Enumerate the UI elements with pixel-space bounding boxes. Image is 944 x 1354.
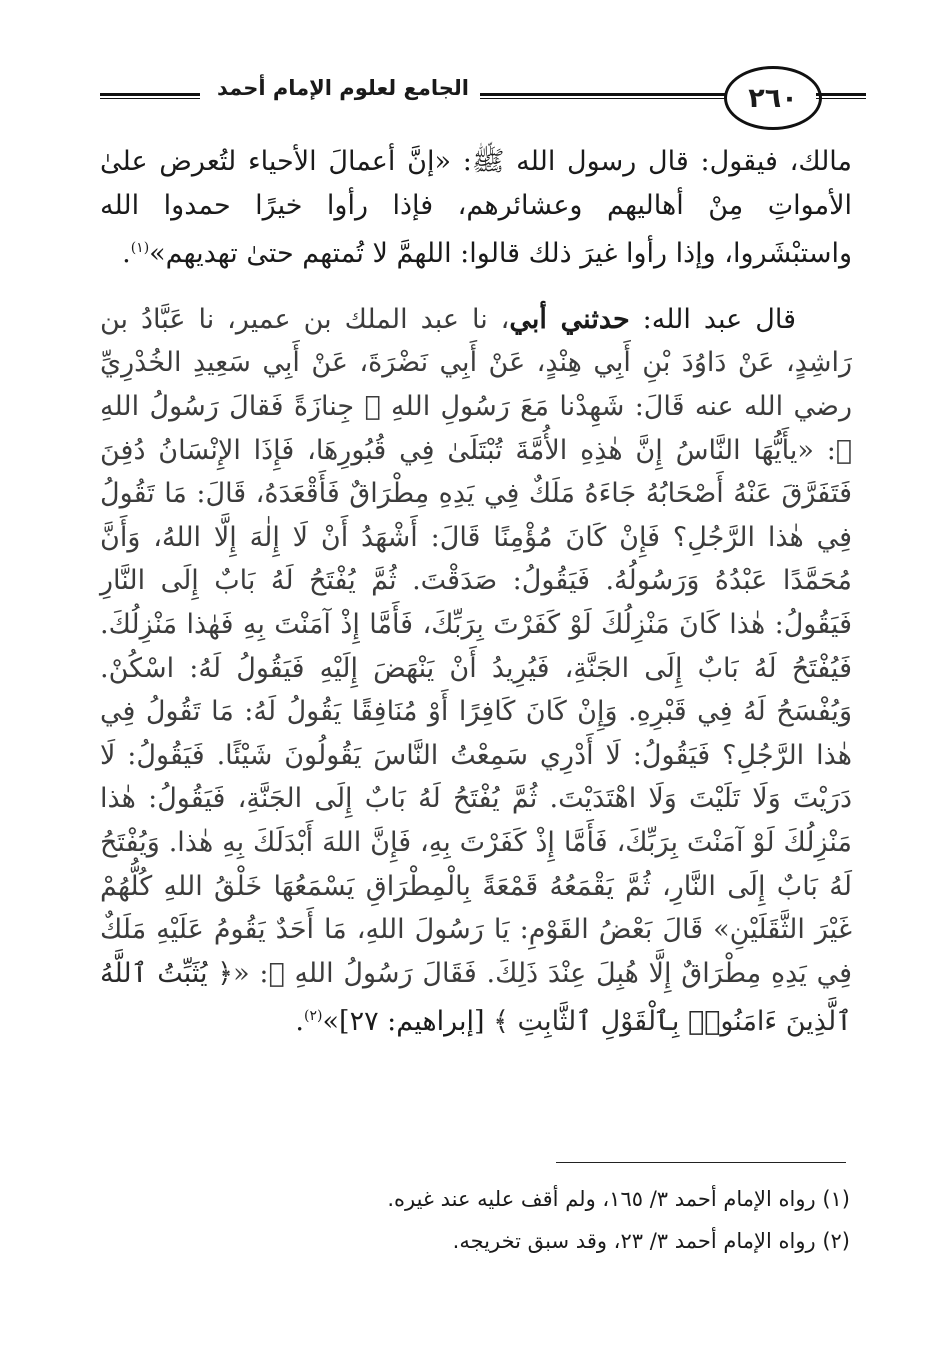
body-text xyxy=(100,140,852,1044)
paragraph-1-text: مالك، فيقول: قال رسول الله ﷺ: «إنَّ أعمالَ الأحياء لتُعرض علىٰ الأمواتِ مِنْ أهاليهم وعشائرهم، فإذا رأوا خيرًا حمدوا الله واستبْشَروا، وإذا رأوا غيرَ ذلك قالوا: اللهمَّ لا تُمتهم حتىٰ تهديهم» xyxy=(100,146,852,270)
header-rule-left xyxy=(100,93,200,99)
quote-close: » xyxy=(322,1006,340,1038)
paragraph-2-intro: قال عبد الله: xyxy=(629,303,796,335)
paragraph-2-bold: حدثني أبي xyxy=(509,303,630,335)
page-number-badge xyxy=(724,66,822,130)
header-rule-tail xyxy=(816,93,866,99)
paragraph-1: مالك، فيقول: قال رسول الله ﷺ: «إنَّ أعمالَ الأحياء لتُعرض علىٰ الأمواتِ مِنْ أهاليهم وعشائرهم، فإذا رأوا خيرًا حمدوا الله واستبْشَروا، وإذا رأوا غيرَ ذلك قالوا: اللهمَّ لا تُمتهم حتىٰ تهديهم»$^{(١)}$. xyxy=(100,146,852,270)
paragraph-2 xyxy=(100,298,852,1044)
running-title: الجامع لعلوم الإمام أحمد xyxy=(217,76,469,100)
paragraph-2-text: ، نا عبد الملك بن عمير، نا عَبَّادُ بن رَاشِدٍ، عَنْ دَاوُدَ بْنِ أَبِي هِنْدٍ، عَنْ أَبِي نَضْرَةَ، عَنْ أَبِي سَعِيدِ الخُدْرِيِّ رضي الله عنه قَالَ: شَهِدْنا مَعَ رَسُولِ اللهِ ﷺ جِنازَةً فَقالَ رَسُولُ اللهِ ﷺ: «يأَيُّهَا النَّاسُ إِنَّ هٰذِهِ الأُمَّةَ تُبْتَلَىٰ فِي قُبُورِهَا، فَإِذَا الإِنْسَانُ دُفِنَ فَتَفَرَّقَ عَنْهُ أَصْحَابُهُ جَاءَهُ مَلَكٌ فِي يَدِهِ مِطْرَاقٌ فَأَقْعَدَهُ، قَالَ: مَا تَقُولُ فِي هٰذا الرَّجُلِ؟ فَإِنْ كَانَ مُؤْمِنًا قَالَ: أَشْهَدُ أَنْ لَا إِلٰهَ إِلَّا اللهُ، وَأَنَّ مُحَمَّدًا عَبْدُهُ وَرَسُولُهُ. فَيَقُولُ: صَدَقْتَ. ثُمَّ يُفْتَحُ لَهُ بَابٌ إِلَى النَّارِ فَيَقُولُ: هٰذا كَانَ مَنْزِلُكَ لَوْ كَفَرْتَ بِرَبِّكَ، فَأَمَّا إِذْ آمَنْتَ بِهِ فَهٰذا مَنْزِلُكَ. فَيُفْتَحُ لَهُ بَابٌ إِلَى الجَنَّةِ، فَيُرِيدُ أَنْ يَنْهَضَ إِلَيْهِ فَيَقُولُ لَهُ: اسْكُنْ. وَيُفْسَحُ لَهُ فِي قَبْرِهِ. وَإِنْ كَانَ كَافِرًا أَوْ مُنَافِقًا يَقُولُ لَهُ: مَا تَقُولُ فِي هٰذا الرَّجُلِ؟ فَيَقُولُ: لَا أَدْرِي سَمِعْتُ النَّاسَ يَقُولُونَ شَيْئًا. فَيَقُولُ: لَا دَرَيْتَ وَلَا تَلَيْتَ وَلَا اهْتَدَيْتَ. ثُمَّ يُفْتَحُ لَهُ بَابٌ إِلَى الجَنَّةِ، فَيَقُولُ: هٰذا مَنْزِلُكَ لَوْ آمَنْتَ بِرَبِّكَ، فَأَمَّا إِذْ كَفَرْتَ بِهِ، فَإِنَّ اللهَ أَبْدَلَكَ بِهِ هٰذا. وَيُفْتَحُ لَهُ بَابٌ إِلَى النَّارِ، ثُمَّ يَقْمَعُهُ قَمْعَةً بِالْمِطْرَاقِ يَسْمَعُهَا خَلْقُ اللهِ كُلُّهُمْ غَيْرَ الثَّقَلَيْنِ» قَالَ بَعْضُ القَوْمِ: يَا رَسُولَ اللهِ، مَا أَحَدٌ يَقُومُ عَلَيْهِ مَلَكٌ فِي يَدِهِ مِطْرَاقٌ إِلَّا هُبِلَ عِنْدَ ذَلِكَ. فَقَالَ رَسُولُ اللهِ ﷺ: « xyxy=(100,303,852,989)
footnote-ref-1: (١) xyxy=(130,240,150,257)
footnote-divider xyxy=(556,1162,846,1163)
footnote-ref-2: (٢) xyxy=(304,1008,323,1025)
footnotes xyxy=(120,1178,850,1262)
quran-verse: ﴿ يُثَبِّتُ ٱللَّهُ ٱلَّذِينَ ءَامَنُوا۟ بِٱلْقَوْلِ ٱلثَّابِتِ ﴾ xyxy=(100,957,852,1038)
footnote-2: (٢) رواه الإمام أحمد ٣/ ٢٣، وقد سبق تخريجه. xyxy=(452,1229,850,1253)
paragraph-2-end: . xyxy=(295,1006,305,1038)
footnote-1: (١) رواه الإمام أحمد ٣/ ١٦٥، ولم أقف عليه عند غيره. xyxy=(387,1187,850,1211)
quran-verse-ref: [إبراهيم: ٢٧] xyxy=(339,1006,494,1038)
page-number: ٢٦٠ xyxy=(748,82,798,114)
page-header xyxy=(100,62,850,132)
